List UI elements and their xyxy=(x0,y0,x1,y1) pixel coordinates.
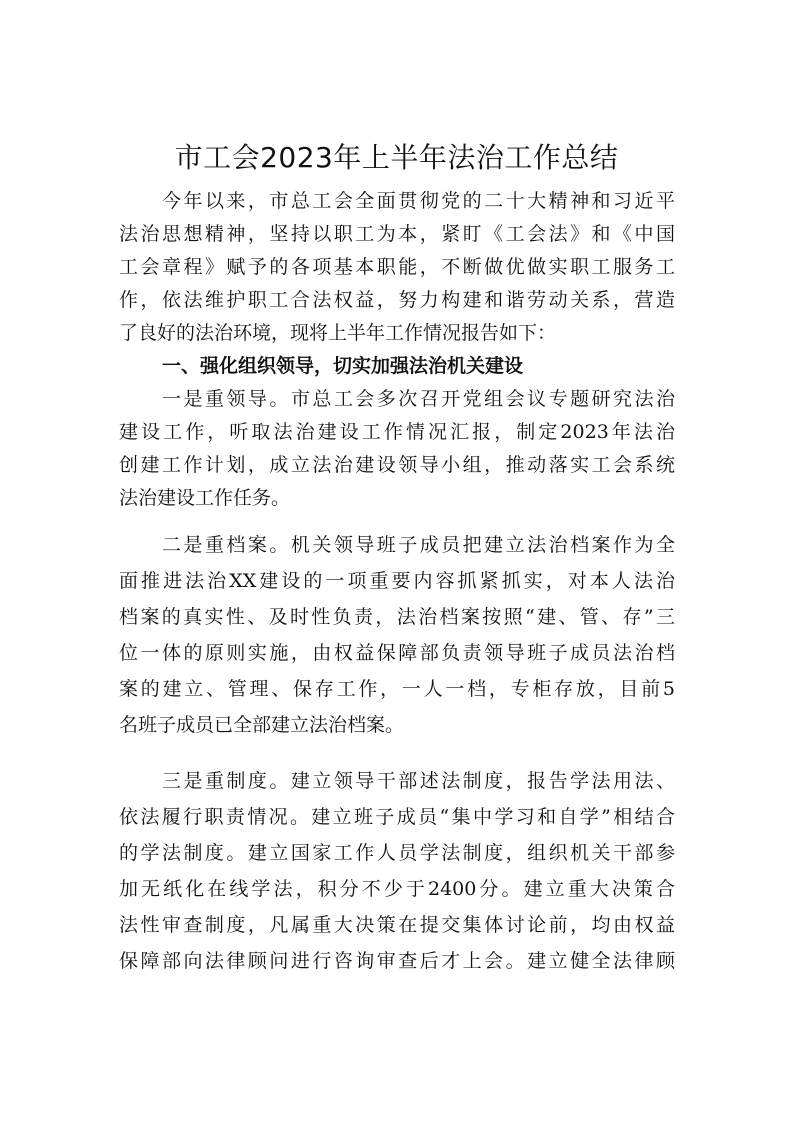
body-line: 法性审查制度，凡属重大决策在提交集体讨论前，均由权益 xyxy=(119,914,675,936)
body-line: 加无纸化在线学法，积分不少于2400分。建立重大决策合 xyxy=(119,878,675,900)
body-line: 的学法制度。建立国家工作人员学法制度，组织机关干部参 xyxy=(119,842,675,864)
body-line: 面推进法治XX建设的一项重要内容抓紧抓实，对本人法治 xyxy=(119,570,675,592)
body-line: 三是重制度。建立领导干部述法制度，报告学法用法、 xyxy=(162,770,675,792)
body-line: 创建工作计划，成立法治建设领导小组，推动落实工会系统 xyxy=(119,454,675,476)
body-line: 工会章程》赋予的各项基本职能，不断做优做实职工服务工 xyxy=(119,256,675,278)
body-line: 依法履行职责情况。建立班子成员“集中学习和自学”相结合 xyxy=(119,806,675,828)
body-line: 名班子成员已全部建立法治档案。 xyxy=(119,714,405,736)
body-line: 一是重领导。市总工会多次召开党组会议专题研究法治 xyxy=(162,388,675,410)
body-line: 法治思想精神，坚持以职工为本，紧盯《工会法》和《中国 xyxy=(119,223,675,245)
body-line: 保障部向法律顾问进行咨询审查后才上会。建立健全法律顾 xyxy=(119,950,675,972)
body-line: 了良好的法治环境，现将上半年工作情况报告如下： xyxy=(119,322,557,344)
body-line: 二是重档案。机关领导班子成员把建立法治档案作为全 xyxy=(162,534,675,556)
body-line: 档案的真实性、及时性负责，法治档案按照“建、管、存”三 xyxy=(119,606,675,628)
body-line: 案的建立、管理、保存工作，一人一档，专柜存放，目前5 xyxy=(119,678,675,700)
document-title: 市工会2023年上半年法治工作总结 xyxy=(174,141,619,174)
body-line: 法治建设工作任务。 xyxy=(119,487,291,509)
section-heading: 一、强化组织领导，切实加强法治机关建设 xyxy=(162,355,524,377)
body-line: 位一体的原则实施，由权益保障部负责领导班子成员法治档 xyxy=(119,642,675,664)
body-line: 作，依法维护职工合法权益，努力构建和谐劳动关系，营造 xyxy=(119,289,675,311)
body-line: 建设工作，听取法治建设工作情况汇报，制定2023年法治 xyxy=(119,421,675,443)
body-line: 今年以来，市总工会全面贯彻党的二十大精神和习近平 xyxy=(162,190,675,212)
